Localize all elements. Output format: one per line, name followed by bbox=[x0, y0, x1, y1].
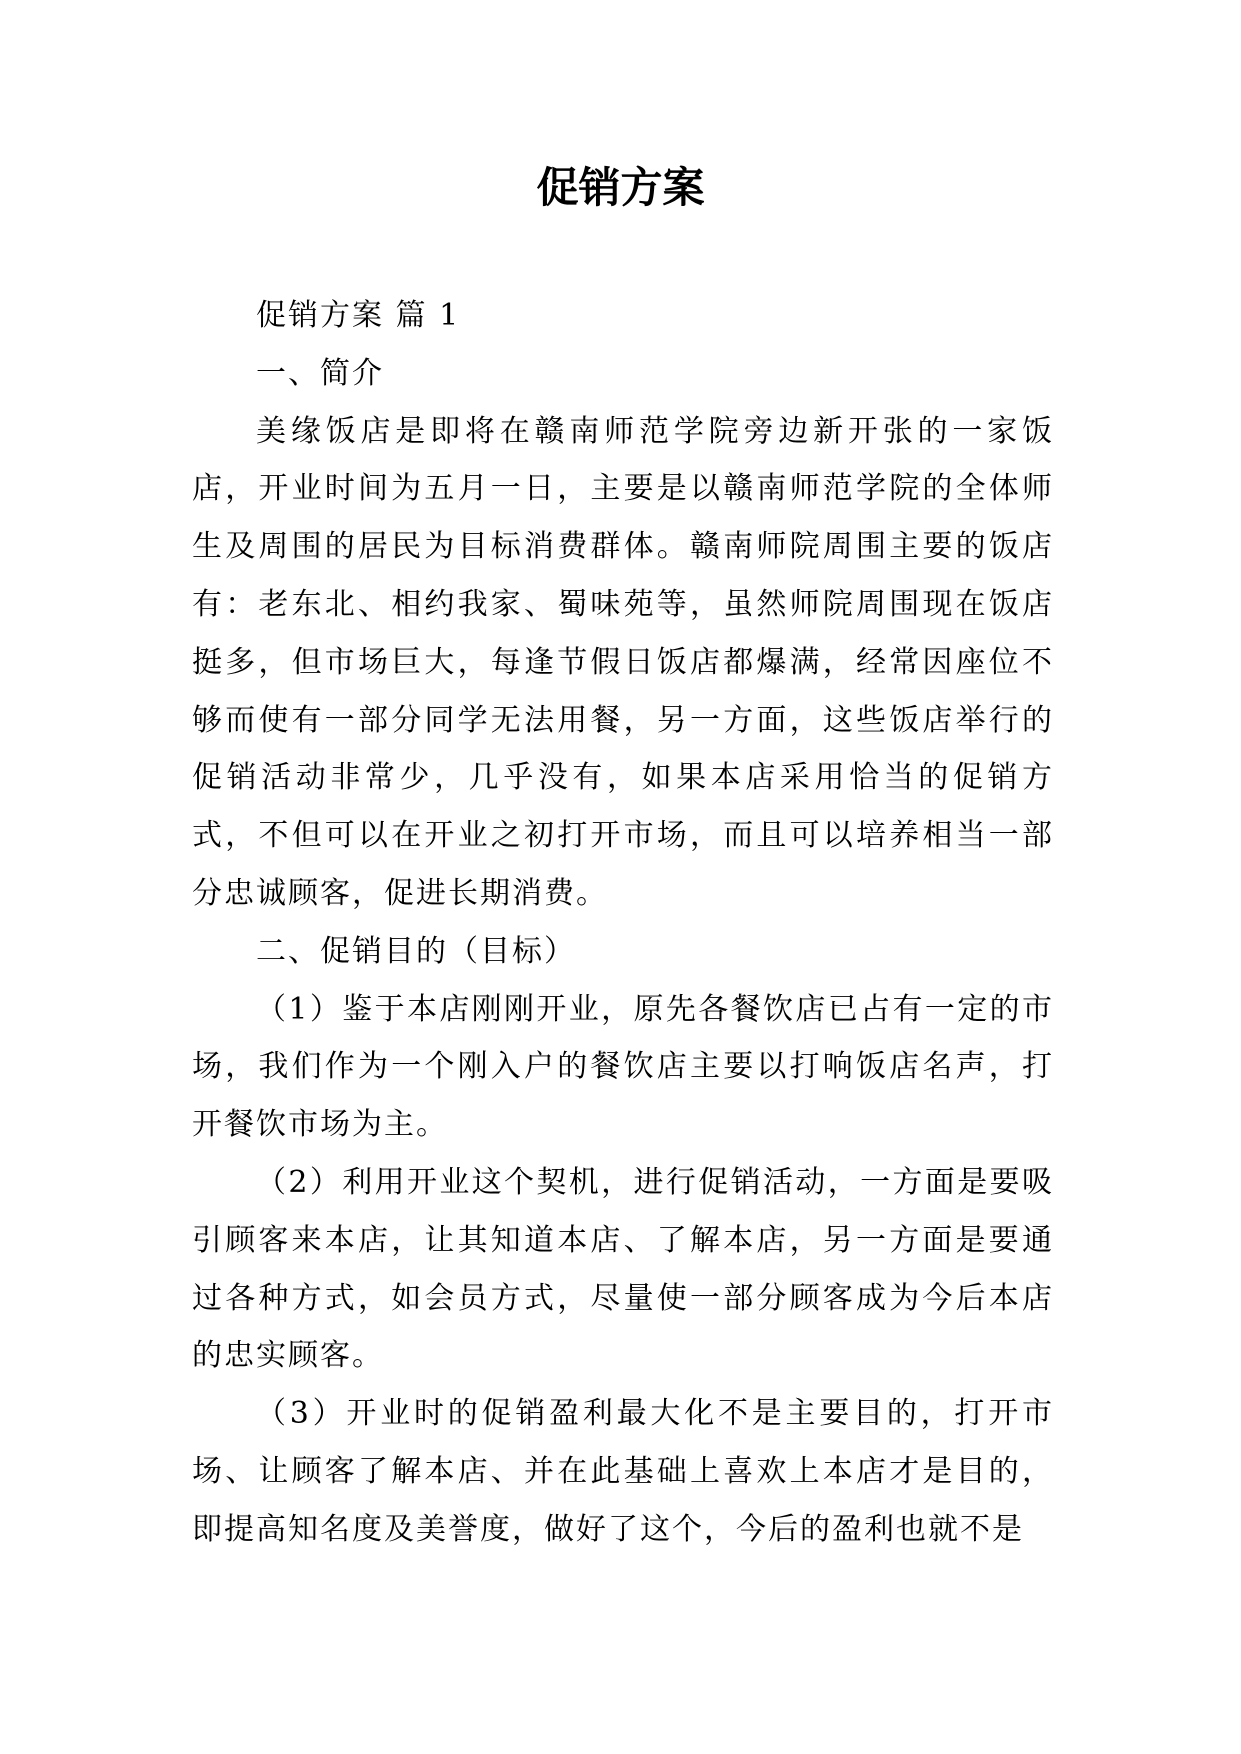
paragraph-intro-heading: 一、简介 bbox=[256, 355, 384, 391]
paragraph-section-heading-1: 促销方案 篇 1 bbox=[256, 298, 461, 333]
paragraph-goal-2: （2）利用开业这个契机，进行促销活动，一方面是要吸引顾客来本店，让其知道本店、了解本店，另一方面是要通过各种方式，如会员方式，尽量使一部分顾客成为今后本店的忠实顾客。 bbox=[192, 1164, 1054, 1374]
document-body bbox=[192, 287, 1054, 1559]
paragraph-goal-3: （3）开业时的促销盈利最大化不是主要目的，打开市场、让顾客了解本店、并在此基础上喜欢上本店才是目的，即提高知名度及美誉度，做好了这个，今后的盈利也就不是 bbox=[192, 1396, 1054, 1547]
paragraph-goal-heading: 二、促销目的（目标） bbox=[256, 933, 576, 969]
document-title: 促销方案 bbox=[536, 163, 705, 212]
paragraph-intro-text: 美缘饭店是即将在赣南师范学院旁边新开张的一家饭店，开业时间为五月一日，主要是以赣南师范学院的全体师生及周围的居民为目标消费群体。赣南师院周围主要的饭店有：老东北、相约我家、蜀味苑等，虽然师院周围现在饭店挺多，但市场巨大，每逢节假日饭店都爆满，经常因座位不够而使有一部分同学无法用餐，另一方面，这些饭店举行的促销活动非常少，几乎没有，如果本店采用恰当的促销方式，不但可以在开业之初打开市场，而且可以培养相当一部分忠诚顾客，促进长期消费。 bbox=[192, 413, 1054, 911]
paragraph-goal-1: （1）鉴于本店刚刚开业，原先各餐饮店已占有一定的市场，我们作为一个刚入户的餐饮店主要以打响饭店名声，打开餐饮市场为主。 bbox=[192, 991, 1054, 1143]
